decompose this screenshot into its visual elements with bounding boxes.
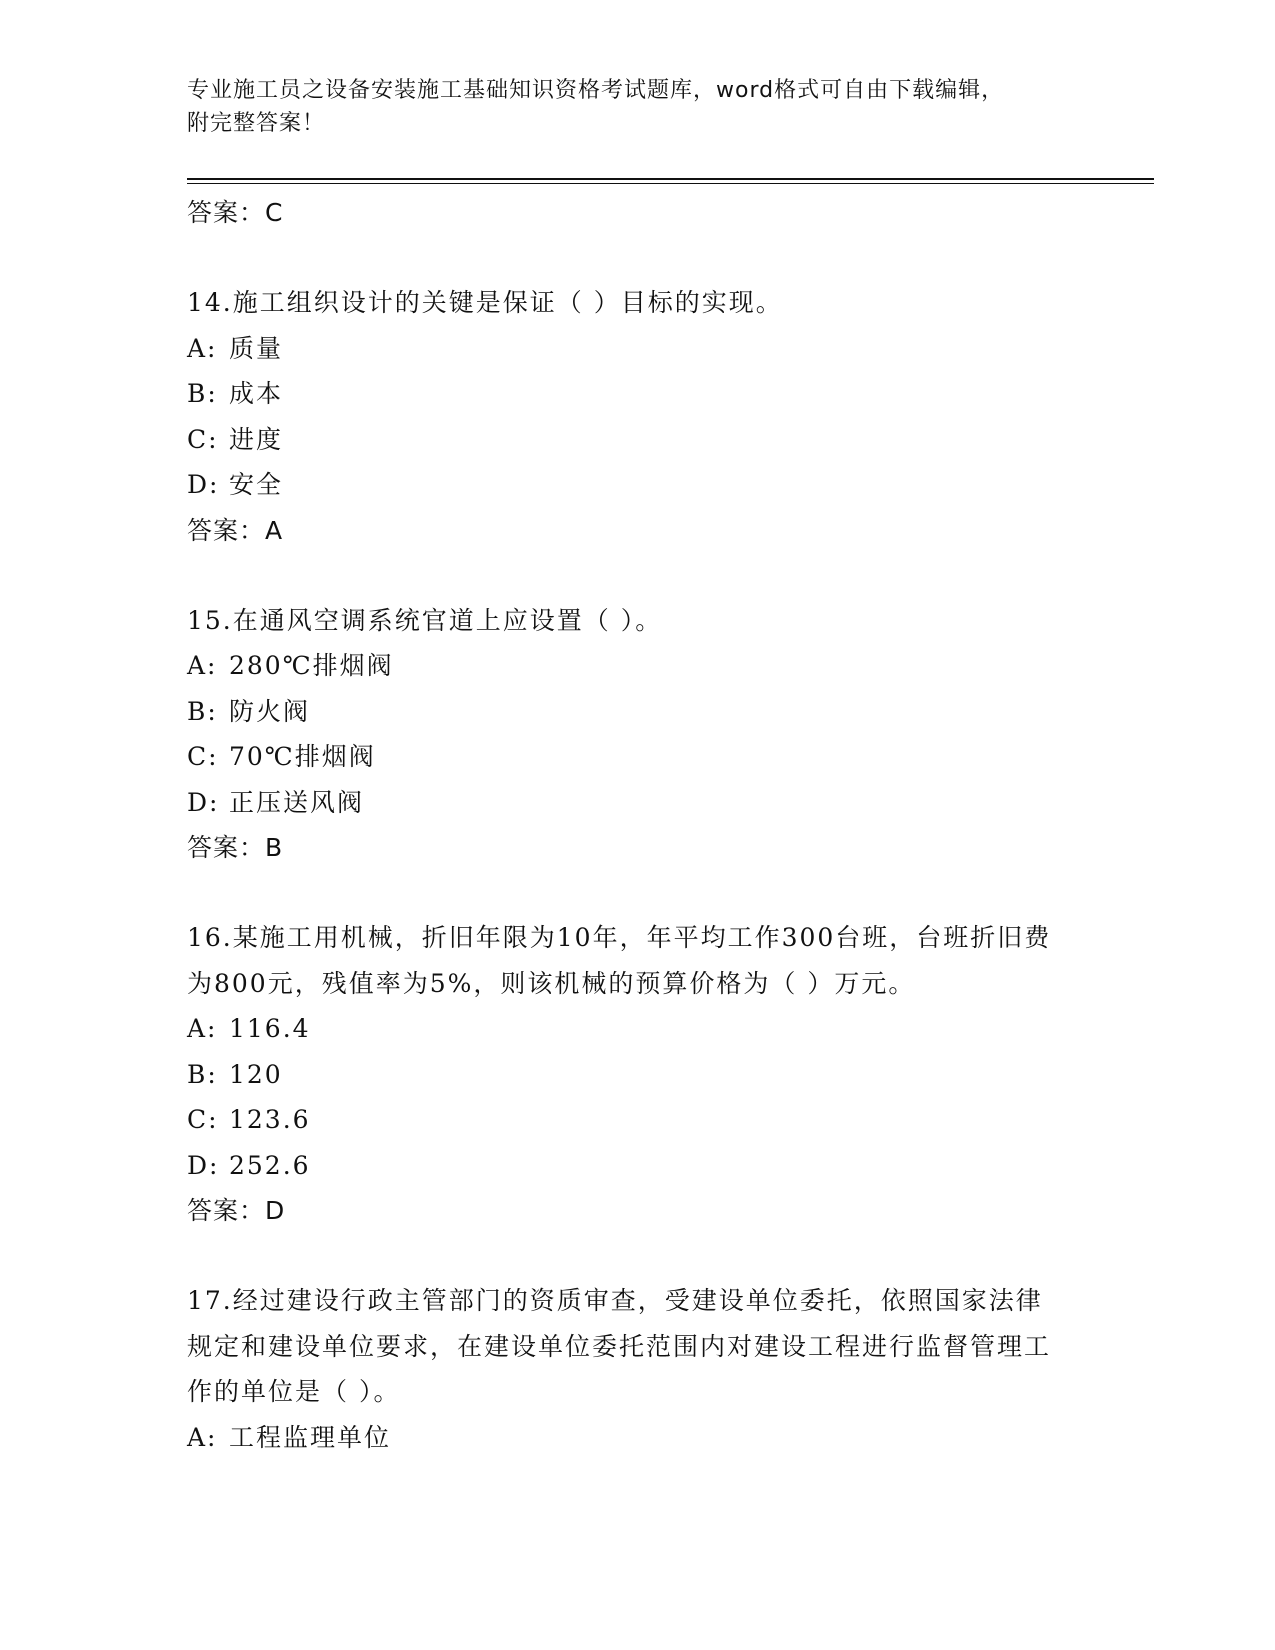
option-text: 防火阀 (229, 696, 311, 726)
document-header (187, 74, 1067, 140)
option-b (187, 689, 1087, 735)
question-text: 15.在通风空调系统官道上应设置（ ）。 (187, 605, 663, 635)
header-line-1: 专业施工员之设备安装施工基础知识资格考试题库，word格式可自由下载编辑， (187, 78, 1005, 103)
option-a (187, 643, 1087, 689)
spacer (187, 554, 1087, 598)
header-divider-thin (187, 183, 1154, 184)
question-block-14 (187, 280, 1087, 554)
option-label: B: (187, 379, 218, 408)
option-text: 120 (229, 1059, 283, 1089)
question-text: 16.某施工用机械，折旧年限为10年，年平均工作300台班，台班折旧费为800元，残值率为5%，则该机械的预算价格为（ ）万元。 (187, 923, 1052, 998)
option-label: A: (187, 333, 218, 363)
option-label: B: (187, 696, 218, 726)
option-c (187, 1097, 1087, 1143)
answer-line: 答案：B (187, 833, 284, 862)
option-text: 280℃排烟阀 (229, 651, 394, 680)
option-label: A: (187, 1014, 218, 1043)
option-c (187, 734, 1087, 780)
option-a (187, 1006, 1087, 1052)
option-d (187, 1143, 1087, 1189)
option-text: 116.4 (229, 1014, 311, 1043)
option-text: 正压送风阀 (229, 787, 365, 817)
option-c (187, 417, 1087, 463)
option-b (187, 1052, 1087, 1098)
question-text: 14.施工组织设计的关键是保证（ ）目标的实现。 (187, 288, 783, 317)
option-label: D: (187, 1150, 220, 1180)
option-d (187, 780, 1087, 826)
option-d (187, 462, 1087, 508)
question-block-16 (187, 915, 1087, 1234)
option-text: 123.6 (229, 1105, 311, 1134)
option-label: A: (187, 651, 218, 680)
answer-line: 答案：A (187, 515, 284, 545)
question-list (187, 190, 1087, 1460)
spacer (187, 871, 1087, 915)
option-a (187, 326, 1087, 372)
option-text: 252.6 (229, 1150, 311, 1180)
spacer (187, 1234, 1087, 1278)
answer-line: 答案：D (187, 1196, 286, 1225)
question-block-17 (187, 1278, 1087, 1460)
option-label: D: (187, 470, 220, 499)
option-label: C: (187, 1105, 219, 1134)
header-divider-thick (187, 178, 1154, 180)
option-text: 成本 (229, 379, 284, 408)
option-b (187, 371, 1087, 417)
option-text: 安全 (229, 470, 284, 499)
option-text: 质量 (229, 333, 284, 363)
previous-answer: 答案：C (187, 198, 284, 227)
option-label: B: (187, 1059, 218, 1089)
option-text: 工程监理单位 (229, 1422, 392, 1452)
question-text: 17.经过建设行政主管部门的资质审查，受建设单位委托，依照国家法律规定和建设单位要求，在建设单位委托范围内对建设工程进行监督管理工作的单位是（ ）。 (187, 1286, 1052, 1406)
option-a (187, 1415, 1087, 1461)
option-label: A: (187, 1422, 218, 1452)
question-block-15 (187, 598, 1087, 872)
option-label: C: (187, 424, 219, 454)
header-line-2: 附完整答案！ (187, 111, 326, 136)
spacer (187, 236, 1087, 280)
option-label: D: (187, 787, 220, 817)
option-label: C: (187, 742, 219, 771)
option-text: 70℃排烟阀 (229, 742, 376, 771)
option-text: 进度 (229, 424, 284, 454)
